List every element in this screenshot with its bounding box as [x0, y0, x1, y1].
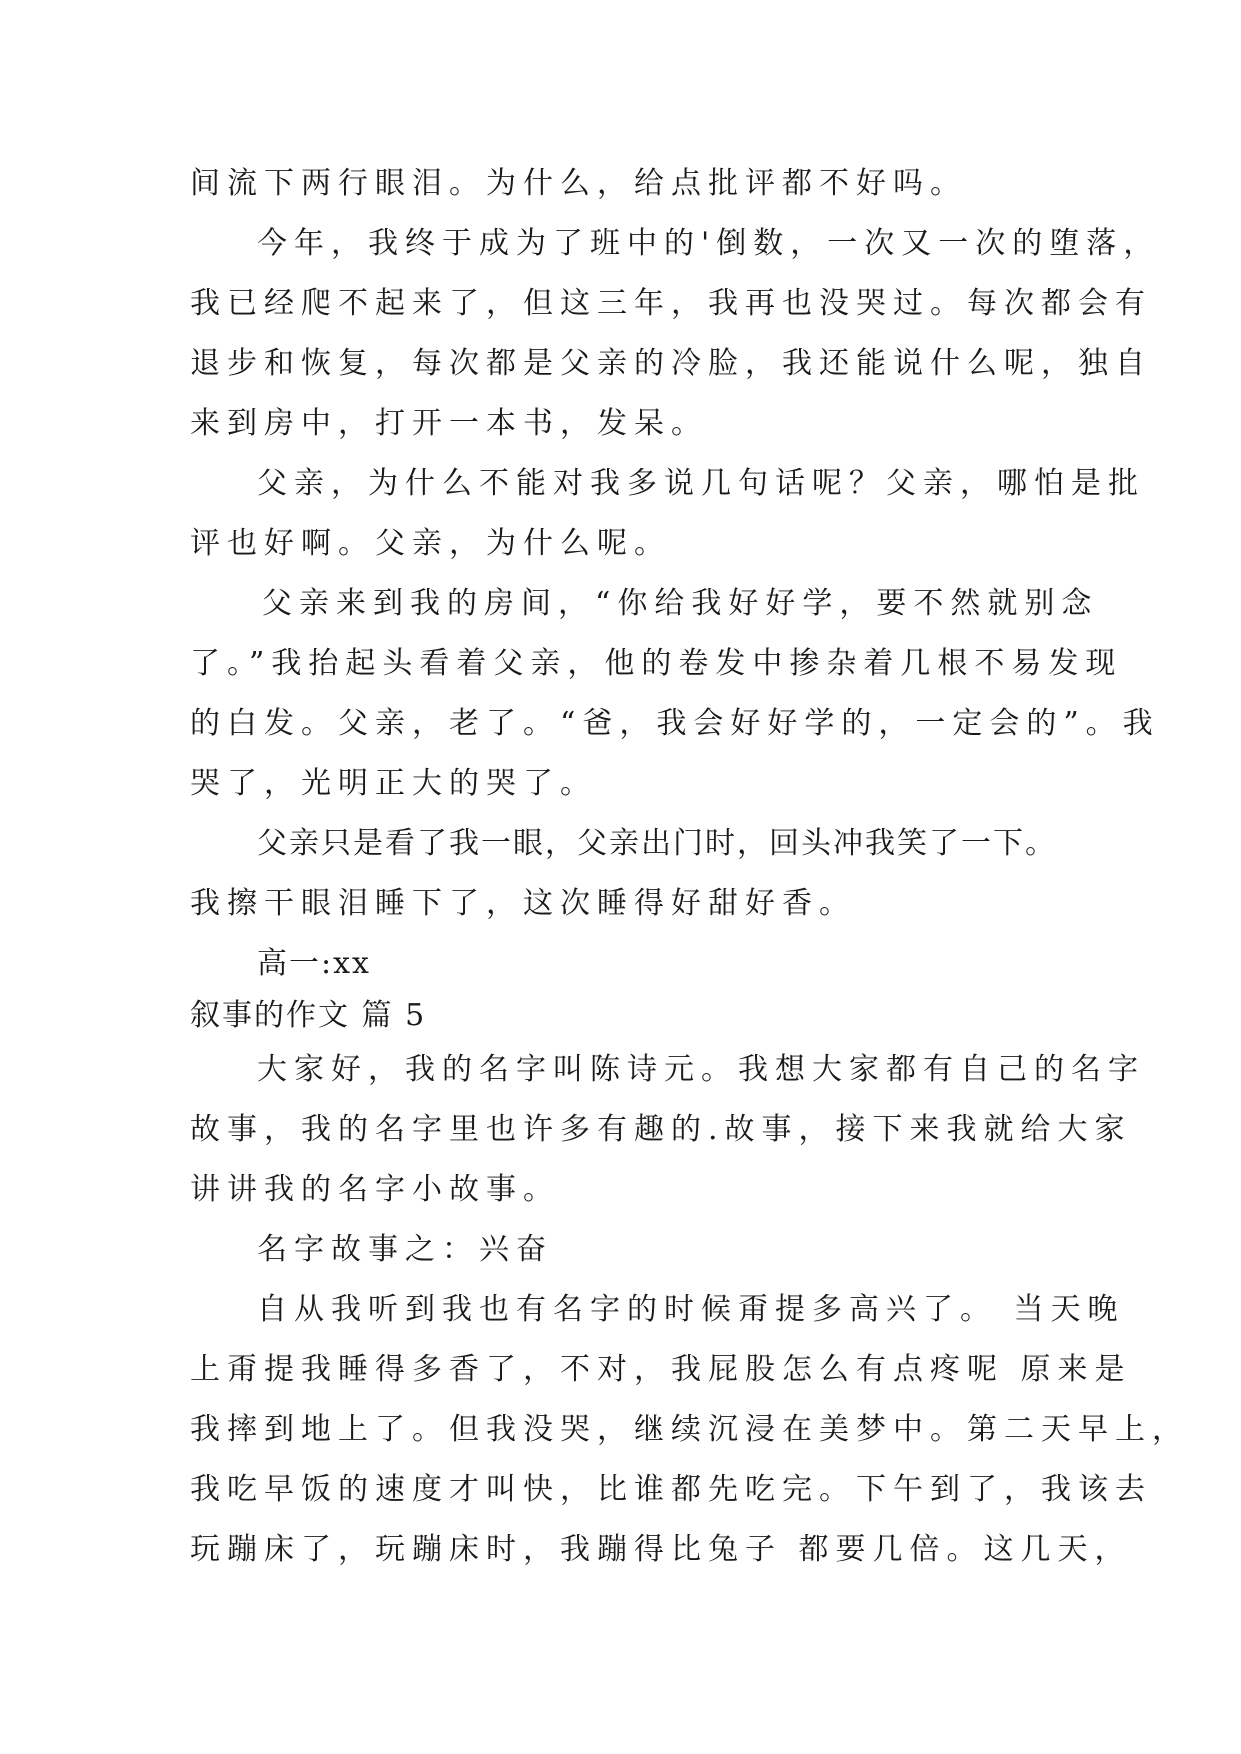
text-line-5: 来到房中，打开一本书，发呆。	[190, 406, 708, 441]
text-line-8: 父亲来到我的房间，“你给我好好学，要不然就别念	[262, 586, 1099, 621]
text-line-4: 退步和恢复，每次都是父亲的冷脸，我还能说什么呢，独自	[190, 346, 1152, 381]
text-line-24: 玩蹦床了，玩蹦床时，我蹦得比兔子 都要几倍。这几天，	[190, 1532, 1132, 1567]
section-heading: 叙事的作文 篇 5	[190, 998, 427, 1033]
text-line-13: 我擦干眼泪睡下了，这次睡得好甜好香。	[190, 886, 856, 921]
text-line-3: 我已经爬不起来了，但这三年，我再也没哭过。每次都会有	[190, 286, 1152, 321]
text-line-9: 了。”我抬起头看着父亲，他的卷发中掺杂着几根不易发现	[190, 646, 1123, 681]
text-line-14: 高一:xx	[257, 946, 371, 981]
text-line-11: 哭了，光明正大的哭了。	[190, 766, 597, 801]
text-line-12: 父亲只是看了我一眼，父亲出门时，回头冲我笑了一下。	[257, 826, 1057, 861]
text-line-6: 父亲，为什么不能对我多说几句话呢？父亲，哪怕是批	[257, 466, 1145, 501]
text-line-1: 间流下两行眼泪。为什么，给点批评都不好吗。	[190, 166, 967, 201]
text-line-20: 自从我听到我也有名字的时候甭提多高兴了。 当天晚	[257, 1292, 1125, 1327]
text-line-23: 我吃早饭的速度才叫快，比谁都先吃完。下午到了，我该去	[190, 1472, 1152, 1507]
text-line-16: 大家好，我的名字叫陈诗元。我想大家都有自己的名字	[257, 1052, 1145, 1087]
text-line-22: 我摔到地上了。但我没哭，继续沉浸在美梦中。第二天早上，	[190, 1412, 1189, 1447]
subheading: 名字故事之：兴奋	[257, 1232, 553, 1267]
text-line-18: 讲讲我的名字小故事。	[190, 1172, 560, 1207]
text-line-7: 评也好啊。父亲，为什么呢。	[190, 526, 671, 561]
text-line-17: 故事，我的名字里也许多有趣的.故事，接下来我就给大家	[190, 1112, 1132, 1147]
text-line-10: 的白发。父亲，老了。“爸，我会好好学的，一定会的”。我	[190, 706, 1160, 741]
text-line-21: 上甭提我睡得多香了，不对，我屁股怎么有点疼呢 原来是	[190, 1352, 1132, 1387]
text-line-2: 今年，我终于成为了班中的'倒数，一次又一次的堕落，	[257, 226, 1161, 261]
